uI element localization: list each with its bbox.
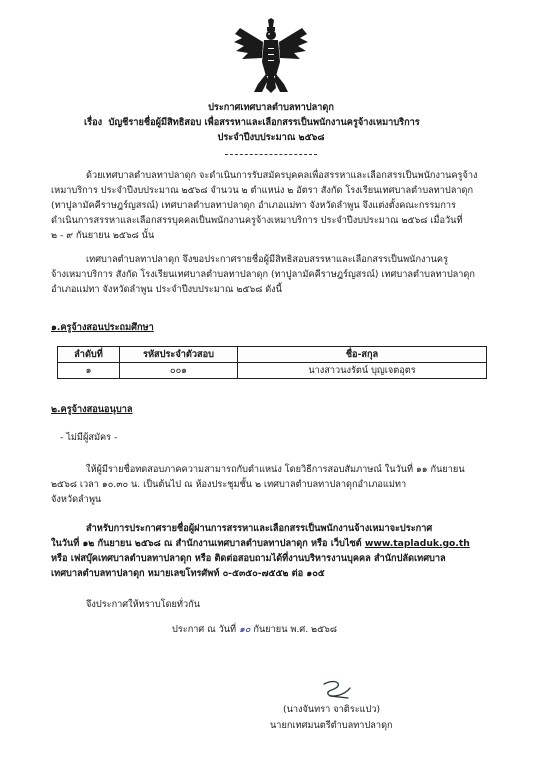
date-suffix: กันยายน พ.ศ. ๒๕๖๘ [253, 624, 337, 635]
column-header-order: ลำดับที่ [58, 347, 120, 363]
section-1-title: ๑.ครูจ้างสอนประถมศึกษา [51, 322, 154, 333]
signer-title: นายกเทศมนตรีตำบลทาปลาดุก [270, 720, 393, 731]
header-divider [225, 154, 317, 155]
announce-date [172, 624, 337, 636]
cell-order: ๑ [58, 363, 120, 379]
paragraph-1-line: ด้วยเทศบาลตำบลทาปลาดุก จะดำเนินการรับสมัครบุคคลเพื่อสรรหาและเลือกสรรเป็นพนักงานครูจ้าง [86, 170, 478, 181]
announce-text: ในวันที่ ๑๒ กันยายน ๒๕๖๘ ณ สำนักงานเทศบาลตำบลทาปลาดุก หรือ เว็บไซต์ [51, 538, 362, 549]
announce-line [51, 538, 470, 550]
paragraph-2-line: จ้างเหมาบริการ สังกัด โรงเรียนเทศบาลตำบลทาปลาดุก (ทาปูลามัคคีราษฎร์ญสรณ์) เทศบาลตำบลทาปลาดุก [51, 269, 475, 280]
paragraph-1-line: ๒ - ๙ กันยายน ๒๕๖๘ นั้น [51, 230, 155, 241]
paragraph-1-line: ดำเนินการสรรหาและเลือกสรรบุคคลเป็นพนักงานครูจ้างเหมาบริการ ประจำปีงบประมาณ ๒๕๖๘ เมื่อวันที่ [51, 215, 463, 226]
subject-text: บัญชีรายชื่อผู้มีสิทธิสอบ เพื่อสรรหาและเลือกสรรเป็นพนักงานครูจ้างเหมาบริการ [108, 117, 420, 128]
announce-line: หรือ เฟสบุ๊คเทศบาลตำบลทาปลาดุก หรือ ติดต่อสอบถามได้ที่งานบริหารงานบุคคล สำนักปลัดเทศบาล [51, 553, 446, 564]
date-day: ๑๐ [239, 624, 251, 635]
website-link[interactable]: www.tapladuk.go.th [364, 538, 470, 549]
table-row [58, 363, 487, 379]
exam-line: จังหวัดลำพูน [51, 494, 102, 505]
announce-line: สำหรับการประกาศรายชื่อผู้ผ่านการสรรหาและเลือกสรรเป็นพนักงานจ้างเหมาจะประกาศ [86, 523, 433, 534]
paragraph-2-line: เทศบาลตำบลทาปลาดุก จึงขอประกาศรายชื่อผู้มีสิทธิสอบสรรหาและเลือกสรรเป็นพนักงานครู [86, 254, 449, 265]
subject-label: เรื่อง [84, 117, 103, 128]
section-2-note: - ไม่มีผู้สมัคร - [60, 432, 118, 443]
garuda-emblem-icon [232, 18, 310, 94]
closing-notice: จึงประกาศให้ทราบโดยทั่วกัน [86, 599, 200, 610]
org-title: ประกาศเทศบาลตำบลทาปลาดุก [208, 102, 334, 113]
cell-name: นางสาวนงรัตน์ บุญเจตอุตร [238, 363, 487, 379]
signature-icon [318, 678, 358, 700]
date-prefix: ประกาศ ณ วันที่ [172, 624, 237, 635]
section-2-title: ๒.ครูจ้างสอนอนุบาล [51, 404, 133, 415]
cell-exam-id: ๐๐๑ [120, 363, 238, 379]
paragraph-2-line: อำเภอแม่ทา จังหวัดลำพูน ประจำปีงบประมาณ ๒๕๖๘ ดังนี้ [51, 284, 282, 295]
exam-line: ๒๕๖๘ เวลา ๑๐.๓๐ น. เป็นต้นไป ณ ห้องประชุมชั้น ๒ เทศบาลตำบลทาปลาดุกอำเภอแม่ทา [51, 479, 407, 490]
subject-line [84, 117, 420, 129]
paragraph-1-line: เหมาบริการ ประจำปีงบประมาณ ๒๕๖๘ จำนวน ๒ ตำแหน่ง ๒ อัตรา สังกัด โรงเรียนเทศบาลตำบลทาปลาดุก [51, 185, 474, 196]
column-header-name: ชื่อ-สกุล [238, 347, 487, 363]
fiscal-year: ประจำปีงบประมาณ ๒๕๖๘ [217, 132, 325, 143]
announce-line: เทศบาลตำบลทาปลาดุก หมายเลขโทรศัพท์ ๐-๕๓๕๐-๗๕๕๒ ต่อ ๑๐๕ [51, 568, 325, 579]
exam-line: ให้ผู้มีรายชื่อทดสอบภาคความสามารถกับตำแหน่ง โดยวิธีการสอบสัมภาษณ์ ในวันที่ ๑๑ กันยายน [86, 464, 465, 475]
candidates-table [57, 346, 487, 379]
table-header-row [58, 347, 487, 363]
signer-name: (นางจันทรา จาติระแปว) [283, 704, 381, 715]
paragraph-1-line: (ทาปูลามัคคีราษฎร์ญสรณ์) เทศบาลตำบลทาปลาดุก อำเภอแม่ทา จังหวัดลำพูน จึงแต่งตั้งคณะกรรมการ [51, 200, 456, 211]
column-header-exam-id: รหัสประจำตัวสอบ [120, 347, 238, 363]
